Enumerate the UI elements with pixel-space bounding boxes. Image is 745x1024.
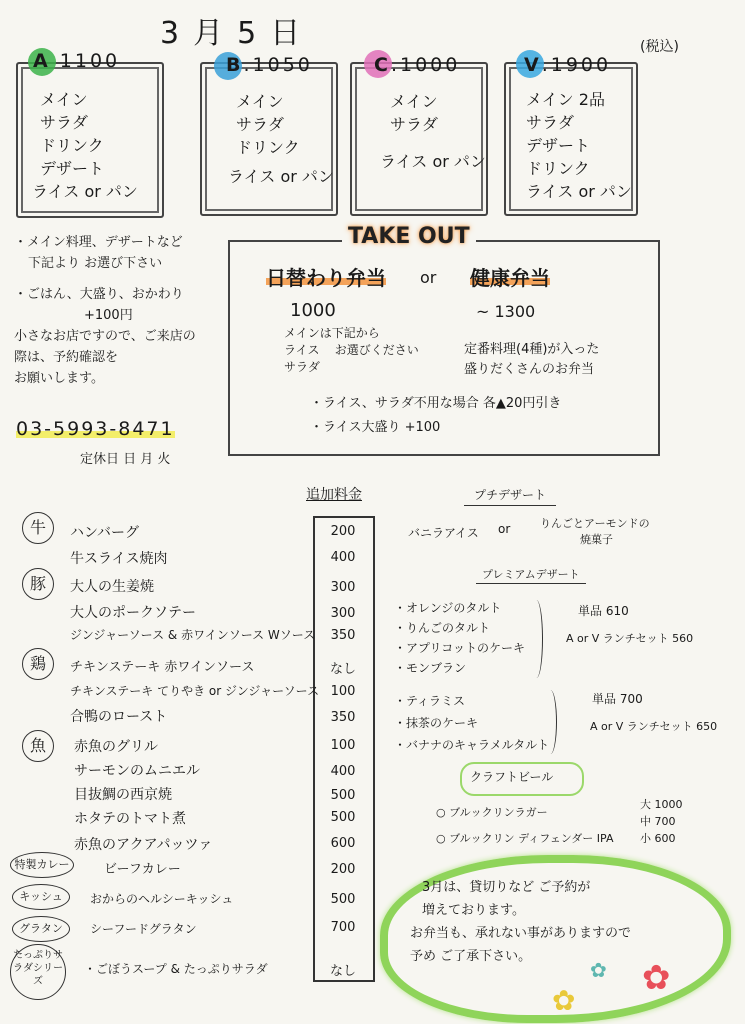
premium-group2-set: A or V ランチセット 650 [590, 720, 718, 733]
dish-shogayaki: 大人の生姜焼 [70, 579, 154, 595]
price-w-sauce: 350 [330, 628, 356, 643]
bento-health-price: ~ 1300 [476, 302, 536, 321]
category-tag-salad-series: たっぷりサラダシリーズ [10, 944, 66, 1000]
price-redfish-grill: 100 [330, 738, 356, 753]
dish-acquapazza: 赤魚のアクアパッツァ [74, 837, 213, 853]
set-v-label: V.1900 [524, 54, 612, 76]
price-chicken-teriyaki: 100 [330, 684, 356, 699]
bento-daily: 日替わり弁当 [266, 262, 386, 291]
category-tag-gratin: グラタン [12, 916, 70, 942]
premium-group1-bracket [530, 600, 543, 678]
dish-beef-yakiniku: 牛スライス焼肉 [70, 551, 168, 567]
set-b-label: B.1050 [226, 54, 313, 76]
left-notes: ・メイン料理、デザートなど 下記より お選び下さい ・ごはん、大盛り、おかわり +100円 小さなお店ですので、ご来店の 際は、予約確認を お願いします。 [14, 235, 196, 386]
dish-hamburg: ハンバーグ [70, 525, 140, 541]
price-gobo-soup: なし [329, 964, 356, 979]
price-pork-saute: 300 [330, 606, 356, 621]
tax-note: (税込) [640, 39, 679, 55]
category-tag-curry: 特製カレー [10, 852, 74, 878]
dish-salmon-meuniere: サーモンのムニエル [74, 763, 200, 779]
petit-dessert-item2: りんごとアーモンドの 焼菓子 [540, 517, 650, 546]
flower-icon-pink: ✿ [642, 958, 671, 998]
petit-dessert-item1: バニラアイス [408, 526, 479, 540]
category-tag-quiche: キッシュ [12, 884, 70, 910]
premium-group2-bracket [544, 690, 557, 754]
set-v-items: メイン 2品 サラダ デザート ドリンク ライス or パン [526, 90, 632, 201]
takeout-title: TAKE OUT [342, 224, 476, 249]
category-tag-pork: 豚 [22, 568, 54, 600]
price-chicken-redwine: なし [329, 662, 356, 677]
craft-beer-title: クラフトビール [470, 770, 554, 784]
craft-beer-sizes: 大 1000 中 700 小 600 [640, 798, 683, 845]
bento-health: 健康弁当 [470, 262, 550, 291]
premium-group1-price: 単品 610 [578, 604, 629, 618]
set-c-items: メイン サラダ ライス or パン [380, 92, 486, 171]
flower-icon-teal: ✿ [590, 958, 607, 982]
bento-or: or [420, 268, 437, 287]
notice-text: 3月は、貸切りなど ご予約が 増えております。 お弁当も、承れない事がありますので 予め ご了承下さい。 [410, 880, 632, 964]
premium-group1-set: A or V ランチセット 560 [566, 632, 694, 645]
price-duck-roast: 350 [330, 710, 356, 725]
price-scallop-tomato: 500 [330, 810, 356, 825]
craft-beer-list: ○ ブルックリンラガー ○ ブルックリン ディフェンダー IPA [436, 806, 614, 845]
price-beef-yakiniku: 400 [330, 550, 356, 565]
dish-gobo-soup: ・ごぼうスープ & たっぷりサラダ [84, 962, 268, 976]
premium-group2-price: 単品 700 [592, 692, 643, 706]
takeout-options: ・ライス、サラダ不用な場合 各▲20円引き ・ライス大盛り +100 [310, 396, 562, 435]
category-tag-beef: 牛 [22, 512, 54, 544]
price-seafood-gratin: 700 [330, 920, 356, 935]
flower-icon-yellow: ✿ [552, 984, 576, 1017]
dish-okara-quiche: おからのヘルシーキッシュ [90, 892, 234, 906]
set-a-label: A 1100 [33, 50, 121, 72]
bento-daily-price: 1000 [290, 300, 336, 321]
surcharge-title: 追加料金 [306, 487, 362, 503]
premium-group2: ・ティラミス ・抹茶のケーキ ・バナナのキャラメルタルト [394, 694, 550, 752]
price-beef-curry: 200 [330, 862, 356, 877]
price-saikyo: 500 [330, 788, 356, 803]
price-okara-quiche: 500 [330, 892, 356, 907]
price-shogayaki: 300 [330, 580, 356, 595]
dish-seafood-gratin: シーフードグラタン [90, 922, 197, 936]
dish-w-sauce: ジンジャーソース & 赤ワインソース Wソース [70, 628, 316, 642]
dish-saikyo: 目抜鯛の西京焼 [74, 787, 172, 803]
petit-dessert-title: プチデザート [464, 486, 556, 506]
menu-date: 3月5日 [160, 16, 315, 51]
bento-daily-desc: メインは下記から ライス お選びください サラダ [284, 326, 419, 374]
category-tag-chicken: 鶏 [22, 648, 54, 680]
petit-dessert-or: or [498, 522, 511, 536]
set-a-items: メイン サラダ ドリンク デザート ライス or パン [32, 90, 138, 201]
set-c-label: C.1000 [374, 54, 461, 76]
premium-group1: ・オレンジのタルト ・りんごのタルト ・アプリコットのケーキ ・モンブラン [394, 601, 526, 675]
price-acquapazza: 600 [330, 836, 356, 851]
phone-number: 03-5993-8471 [16, 418, 175, 440]
dish-chicken-redwine: チキンステーキ 赤ワインソース [70, 660, 255, 675]
closed-days: 定休日 日 月 火 [80, 452, 171, 467]
dish-pork-saute: 大人のポークソテー [70, 605, 196, 621]
dish-beef-curry: ビーフカレー [104, 862, 181, 877]
price-salmon-meuniere: 400 [330, 764, 356, 779]
dish-scallop-tomato: ホタテのトマト煮 [74, 811, 186, 827]
set-b-items: メイン サラダ ドリンク ライス or パン [228, 92, 334, 186]
bento-health-desc: 定番料理(4種)が入った 盛りだくさんのお弁当 [464, 342, 600, 377]
premium-dessert-title: プレミアムデザート [476, 566, 586, 584]
category-tag-fish: 魚 [22, 730, 54, 762]
price-hamburg: 200 [330, 524, 356, 539]
dish-duck-roast: 合鴨のロースト [70, 709, 168, 725]
dish-chicken-teriyaki: チキンステーキ てりやき or ジンジャーソース [70, 684, 320, 698]
dish-redfish-grill: 赤魚のグリル [74, 739, 158, 755]
